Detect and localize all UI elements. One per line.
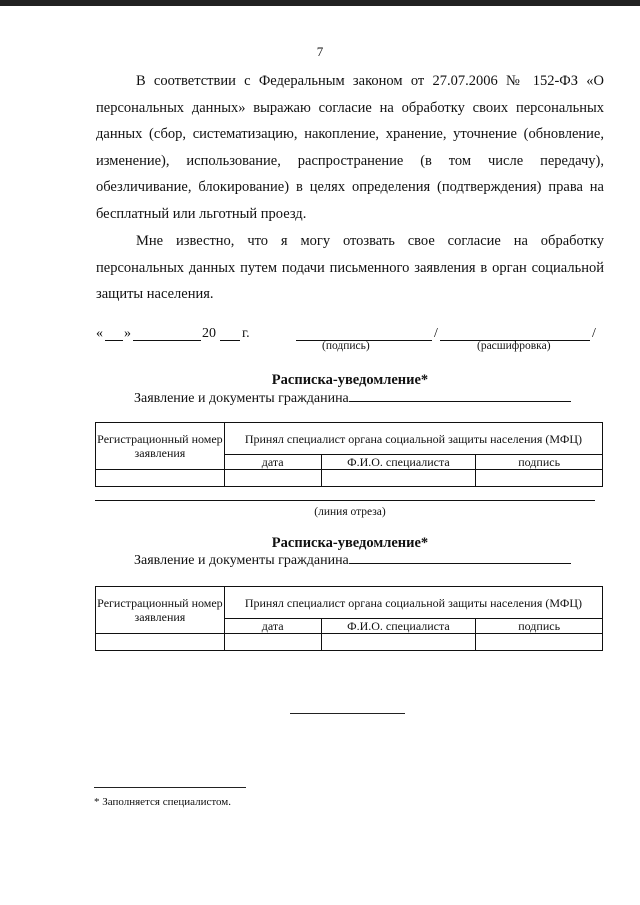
- footnote-divider: [94, 787, 246, 788]
- revocation-text: Мне известно, что я могу отозвать свое согласие на обработку персональных данных путем подачи письменного заявления в орган социальной защиты населения.: [96, 233, 604, 302]
- date-close-quote: »: [124, 326, 131, 341]
- footnote: * Заполняется специалистом.: [94, 796, 232, 808]
- sign-header-1: подпись: [476, 455, 603, 470]
- day-field[interactable]: [105, 326, 123, 341]
- consent-paragraph: [96, 68, 604, 227]
- year-suffix: г.: [242, 326, 250, 341]
- year-prefix: 20: [202, 326, 216, 341]
- transcript-field[interactable]: [440, 326, 590, 341]
- revocation-paragraph: [96, 228, 604, 308]
- slash-left: /: [434, 326, 438, 341]
- applicant-line-2: [134, 551, 571, 569]
- reg-number-cell-1[interactable]: [96, 470, 225, 487]
- reg-number-cell-2[interactable]: [96, 634, 225, 651]
- applicant-line-1: [134, 389, 571, 407]
- date-cell-1[interactable]: [224, 470, 321, 487]
- receipt-title-2: Расписка-уведомление*: [271, 535, 429, 551]
- fio-cell-2[interactable]: [321, 634, 476, 651]
- slash-right: /: [592, 326, 596, 341]
- transcript-caption: (расшифровка): [477, 340, 551, 352]
- top-border: [0, 0, 640, 6]
- applicant-label-1: Заявление и документы гражданина: [134, 391, 349, 406]
- date-open-quote: «: [96, 326, 103, 341]
- receipt-table-1: [95, 422, 603, 487]
- consent-text: В соответствии с Федеральным законом от 27.07.2006 № 152-ФЗ «О персональных данных» выражаю согласие на обработку своих персональных данных (сбор, систематизацию, накопление, хранение, уточнение (обновление, изменение), использование, распространение (в том числе передачу), обезличивание, блокирование) в целях определения (подтверждения) права на бесплатный или льготный проезд.: [96, 73, 604, 222]
- cut-line-label: (линия отреза): [314, 506, 386, 518]
- fio-header-1: Ф.И.О. специалиста: [321, 455, 476, 470]
- applicant-label-2: Заявление и документы гражданина: [134, 553, 349, 568]
- month-field[interactable]: [133, 326, 201, 341]
- page-number: 7: [316, 44, 324, 59]
- signature-field[interactable]: [296, 326, 432, 341]
- reg-number-header-2: Регистрационный номер заявления: [96, 587, 225, 634]
- accepted-header-1: Принял специалист органа социальной защиты населения (МФЦ): [224, 423, 602, 455]
- date-header-2: дата: [224, 619, 321, 634]
- applicant-field-2[interactable]: [349, 551, 571, 564]
- signature-caption: (подпись): [322, 340, 370, 352]
- applicant-field-1[interactable]: [349, 389, 571, 402]
- sign-cell-1[interactable]: [476, 470, 603, 487]
- date-cell-2[interactable]: [224, 634, 321, 651]
- accepted-header-2: Принял специалист органа социальной защиты населения (МФЦ): [224, 587, 602, 619]
- end-divider: [290, 713, 405, 714]
- cut-line: [95, 500, 595, 501]
- receipt-title-1: Расписка-уведомление*: [271, 372, 429, 388]
- fio-header-2: Ф.И.О. специалиста: [321, 619, 476, 634]
- sign-cell-2[interactable]: [476, 634, 603, 651]
- date-header-1: дата: [224, 455, 321, 470]
- fio-cell-1[interactable]: [321, 470, 476, 487]
- receipt-table-2: [95, 586, 603, 651]
- sign-header-2: подпись: [476, 619, 603, 634]
- year-field[interactable]: [220, 326, 240, 341]
- reg-number-header-1: Регистрационный номер заявления: [96, 423, 225, 470]
